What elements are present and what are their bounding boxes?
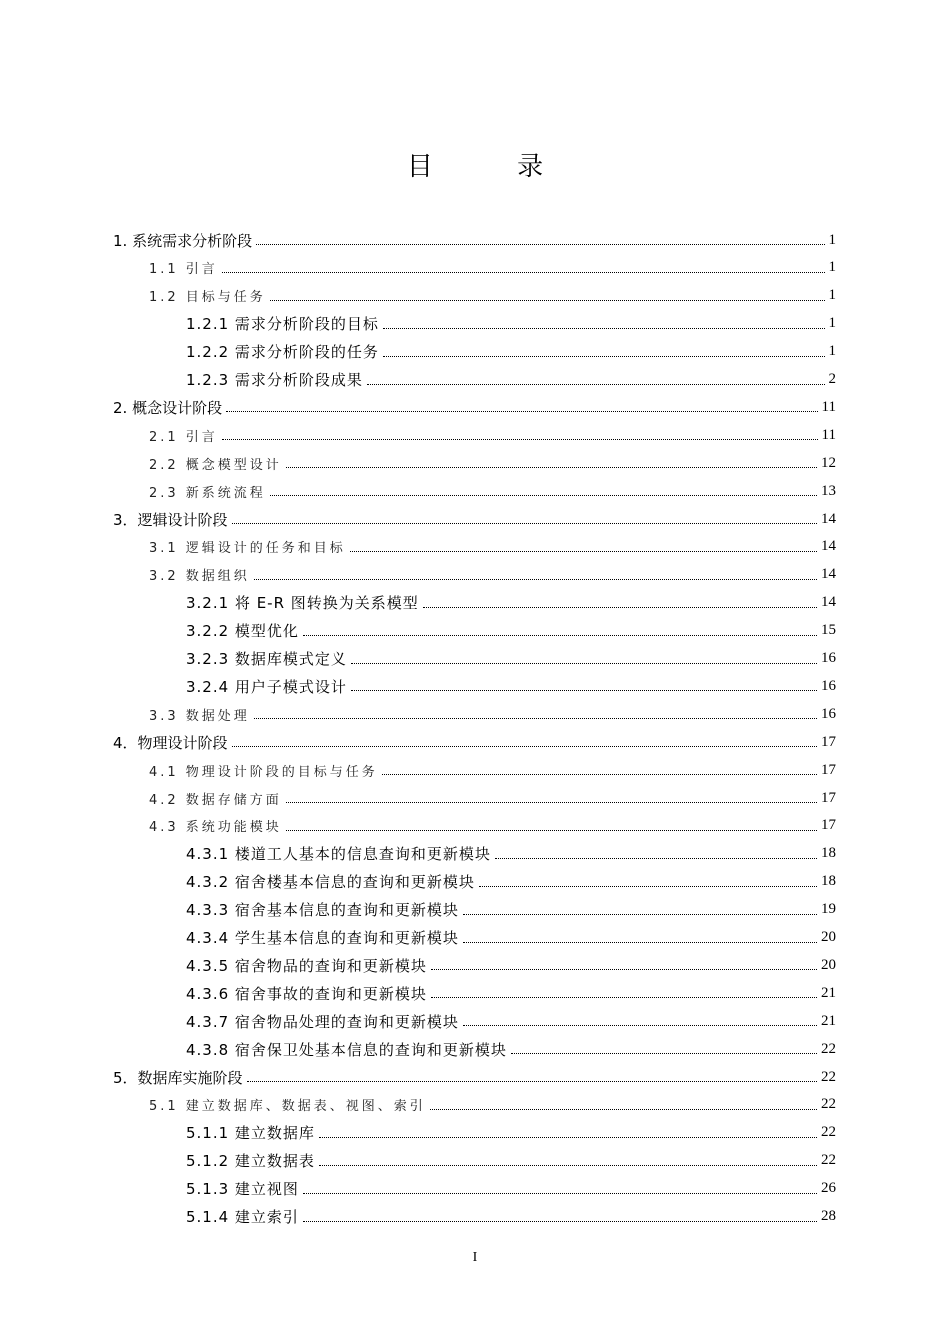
toc-entry-label: 2.1 引言 (149, 429, 218, 445)
toc-entry-label: 5.1 建立数据库、数据表、视图、索引 (149, 1099, 426, 1115)
page-number: I (472, 1250, 478, 1265)
toc-entry-label: 3.2 数据组织 (149, 569, 250, 585)
toc-entry-page: 18 (821, 873, 836, 890)
toc-entry-label: 3.2.4 用户子模式设计 (186, 677, 347, 696)
toc-entry[interactable] (186, 979, 836, 1007)
toc-entry-page: 16 (821, 650, 836, 666)
toc-entry[interactable] (113, 1063, 836, 1091)
dot-leader (463, 942, 817, 943)
toc-entry-page: 1 (828, 343, 836, 360)
toc-entry-page: 11 (821, 398, 836, 415)
toc-entry-page: 21 (821, 1012, 836, 1029)
toc-entry-label: 4.3.4 学生基本信息的查询和更新模块 (186, 929, 459, 947)
toc-entry[interactable] (149, 561, 836, 589)
dot-leader (286, 830, 817, 831)
dot-leader (463, 914, 817, 915)
toc-entry-page: 12 (821, 454, 836, 471)
toc-entry-page: 22 (821, 1068, 836, 1085)
dot-leader (247, 1081, 817, 1082)
toc-entry[interactable] (186, 1147, 836, 1175)
toc-entry[interactable] (149, 282, 836, 310)
dot-leader (222, 439, 818, 440)
toc-entry-page: 18 (821, 845, 836, 862)
toc-entry-label: 4.3.3 宿舍基本信息的查询和更新模块 (186, 901, 459, 920)
toc-entry-page: 1 (828, 315, 836, 332)
toc-entry[interactable] (149, 254, 836, 282)
toc-entry[interactable] (186, 1119, 836, 1147)
toc-entry-page: 1 (828, 231, 836, 248)
toc-entry[interactable] (113, 505, 836, 533)
toc-entry-page: 17 (821, 817, 836, 834)
dot-leader (431, 997, 817, 998)
toc-entry-page: 1 (828, 287, 836, 304)
toc-entry-label: 1.2.3 需求分析阶段成果 (186, 371, 363, 389)
toc-entry[interactable] (113, 728, 836, 756)
toc-entry[interactable] (186, 951, 836, 979)
toc-entry-label: 4.3.2 宿舍楼基本信息的查询和更新模块 (186, 873, 475, 892)
dot-leader (431, 969, 817, 970)
toc-entry-label: 2.3 新系统流程 (149, 485, 266, 501)
toc-entry-label: 4.3 系统功能模块 (149, 820, 282, 836)
toc-entry-page: 17 (821, 761, 836, 778)
toc-entry[interactable] (149, 477, 836, 505)
dot-leader (367, 384, 825, 385)
dot-leader (319, 1137, 817, 1138)
toc-entry-label: 4.3.1 楼道工人基本的信息查询和更新模块 (186, 845, 491, 864)
dot-leader (256, 244, 824, 245)
toc-entry-label: 4.3.7 宿舍物品处理的查询和更新模块 (186, 1012, 459, 1031)
dot-leader (303, 1193, 817, 1194)
toc-entry[interactable] (186, 366, 836, 394)
dot-leader (270, 495, 817, 496)
toc-entry-page: 17 (821, 789, 836, 806)
toc-entry-label: 4.2 数据存储方面 (149, 792, 282, 808)
toc-entry-page: 22 (821, 1152, 836, 1169)
toc-entry[interactable] (149, 812, 836, 840)
dot-leader (286, 802, 817, 803)
toc-entry-label: 3.2.3 数据库模式定义 (186, 650, 347, 668)
toc-entry-label: 4．物理设计阶段 (113, 733, 228, 752)
toc-entry-label: 5.1.3 建立视图 (186, 1180, 299, 1199)
toc-entry-label: 1.1 引言 (149, 262, 218, 278)
toc-entry[interactable] (186, 310, 836, 338)
toc-entry[interactable] (149, 449, 836, 477)
toc-entry-label: 3．逻辑设计阶段 (113, 510, 228, 529)
toc-entry[interactable] (186, 645, 836, 673)
toc-entry[interactable] (186, 617, 836, 645)
toc-entry-label: 5.1.1 建立数据库 (186, 1124, 315, 1143)
dot-leader (495, 858, 817, 859)
toc-entry[interactable] (186, 338, 836, 366)
toc-entry-label: 1.2.2 需求分析阶段的任务 (186, 343, 379, 362)
dot-leader (479, 886, 817, 887)
toc-entry[interactable] (149, 784, 836, 812)
dot-leader (286, 467, 817, 468)
toc-entry-page: 14 (821, 566, 836, 583)
toc-entry[interactable] (186, 1175, 836, 1203)
dot-leader (226, 411, 817, 412)
toc-entry-page: 13 (821, 482, 836, 499)
page-title: 目 录 (406, 152, 582, 182)
toc-entry-label: 2. 概念设计阶段 (113, 398, 223, 417)
toc-entry-label: 3.1 逻辑设计的任务和目标 (149, 541, 346, 557)
toc-entry-label: 1. 系统需求分析阶段 (113, 231, 253, 250)
toc-entry[interactable] (186, 1007, 836, 1035)
toc-entry-label: 1.2 目标与任务 (149, 290, 266, 306)
toc-entry[interactable] (149, 1091, 836, 1119)
toc-entry-label: 4.3.8 宿舍保卫处基本信息的查询和更新模块 (186, 1040, 507, 1059)
dot-leader (232, 523, 817, 524)
toc-entry-page: 20 (821, 956, 836, 973)
dot-leader (222, 272, 825, 273)
toc-entry-page: 19 (821, 901, 836, 918)
dot-leader (254, 579, 817, 580)
toc-entry[interactable] (186, 868, 836, 896)
toc-entry-label: 5．数据库实施阶段 (113, 1068, 243, 1087)
toc-entry-page: 14 (821, 510, 836, 527)
dot-leader (303, 635, 817, 636)
toc-entry[interactable] (149, 756, 836, 784)
toc-entry[interactable] (186, 896, 836, 924)
toc-entry-page: 20 (821, 929, 836, 945)
dot-leader (383, 356, 825, 357)
toc-entry[interactable] (186, 840, 836, 868)
dot-leader (270, 300, 825, 301)
toc-entry-label: 2.2 概念模型设计 (149, 457, 282, 473)
toc-entry-page: 17 (821, 733, 836, 750)
dot-leader (383, 328, 825, 329)
toc-entry[interactable] (186, 924, 836, 952)
toc-entry-page: 16 (821, 705, 836, 722)
dot-leader (351, 690, 817, 691)
toc-entry-label: 5.1.2 建立数据表 (186, 1152, 315, 1171)
dot-leader (351, 663, 817, 664)
toc-entry[interactable] (113, 393, 836, 421)
dot-leader (232, 746, 817, 747)
dot-leader (511, 1053, 817, 1054)
toc-entry-page: 2 (828, 371, 836, 387)
dot-leader (303, 1221, 817, 1222)
toc-entry[interactable] (149, 421, 836, 449)
toc-entry-page: 22 (821, 1040, 836, 1057)
toc-entry-label: 4.1 物理设计阶段的目标与任务 (149, 764, 378, 780)
dot-leader (350, 551, 817, 552)
dot-leader (254, 718, 817, 719)
toc-entry-page: 14 (821, 594, 836, 611)
toc-entry-page: 21 (821, 984, 836, 1001)
toc-entry-page: 16 (821, 677, 836, 694)
toc-entry-label: 4.3.5 宿舍物品的查询和更新模块 (186, 956, 427, 975)
toc-entry[interactable] (149, 533, 836, 561)
toc-entry[interactable] (186, 589, 836, 617)
toc-entry-page: 22 (821, 1124, 836, 1141)
toc-entry-label: 3.2.1 将 E-R 图转换为关系模型 (186, 594, 419, 613)
dot-leader (319, 1165, 817, 1166)
toc-entry-page: 1 (828, 259, 836, 276)
toc-entry-label: 4.3.6 宿舍事故的查询和更新模块 (186, 984, 427, 1003)
toc-entry[interactable] (149, 700, 836, 728)
toc-entry-page: 22 (821, 1096, 836, 1113)
toc-entry-page: 14 (821, 538, 836, 555)
dot-leader (430, 1109, 817, 1110)
toc-entry-label: 3.3 数据处理 (149, 708, 250, 724)
dot-leader (382, 774, 817, 775)
dot-leader (463, 1025, 817, 1026)
toc-entry[interactable] (186, 672, 836, 700)
toc-entry-page: 28 (821, 1208, 836, 1224)
toc-entry-page: 26 (821, 1180, 836, 1197)
toc-entry-page: 11 (821, 426, 836, 443)
toc-entry[interactable] (186, 1035, 836, 1063)
toc-entry-label: 3.2.2 模型优化 (186, 622, 299, 641)
toc-entry-label: 1.2.1 需求分析阶段的目标 (186, 315, 379, 334)
toc-entry[interactable] (186, 1203, 836, 1231)
toc-entry-label: 5.1.4 建立索引 (186, 1208, 299, 1226)
dot-leader (423, 607, 817, 608)
toc-entry[interactable] (113, 226, 836, 254)
toc-entry-page: 15 (821, 622, 836, 639)
